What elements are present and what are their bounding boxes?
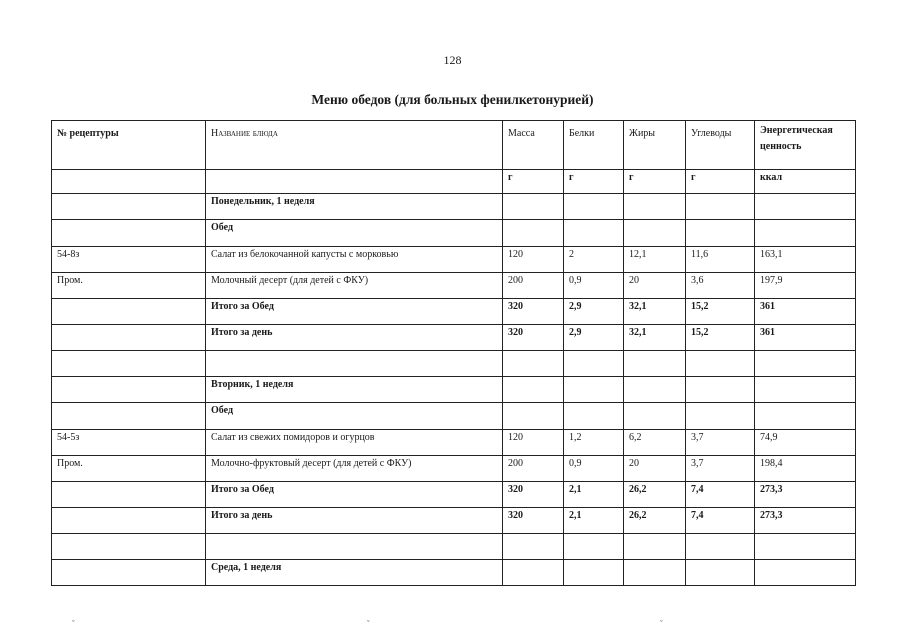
table-row: [52, 377, 856, 403]
table-cell: Молочно-фруктовый десерт (для детей с ФКУ): [206, 456, 503, 482]
table-cell: [686, 351, 755, 377]
table-cell: 200: [503, 456, 564, 482]
table-cell: 3,7: [686, 430, 755, 456]
table-cell: Итого за Обед: [206, 482, 503, 508]
table-row: [52, 325, 856, 351]
table-cell: [206, 351, 503, 377]
table-cell: [52, 351, 206, 377]
table-cell: [52, 534, 206, 560]
table-row: [52, 299, 856, 325]
table-cell: [755, 351, 856, 377]
table-cell: [206, 534, 503, 560]
table-cell: 273,3: [755, 482, 856, 508]
header-mass: Масса: [503, 121, 564, 170]
table-cell: [686, 403, 755, 430]
table-body: [52, 170, 856, 586]
table-cell: 15,2: [686, 325, 755, 351]
table-cell: [52, 403, 206, 430]
table-cell: [503, 377, 564, 403]
page-title: Меню обедов (для больных фенилкетонурией): [311, 92, 594, 107]
table-cell: [52, 560, 206, 586]
unit-cell: г: [503, 170, 564, 194]
table-row: [52, 456, 856, 482]
unit-cell: г: [686, 170, 755, 194]
table-cell: 15,2: [686, 299, 755, 325]
table-cell: [755, 220, 856, 247]
scan-marks: ˇ ˇ ˇ: [72, 619, 663, 628]
table-cell: Итого за Обед: [206, 299, 503, 325]
table-cell: [686, 534, 755, 560]
table-row: [52, 534, 856, 560]
table-row: [52, 273, 856, 299]
units-row: [52, 170, 856, 194]
table-cell: 2: [564, 247, 624, 273]
table-cell: [755, 560, 856, 586]
table-row: [52, 482, 856, 508]
table-cell: 32,1: [624, 299, 686, 325]
table-cell: [564, 377, 624, 403]
table-cell: 320: [503, 299, 564, 325]
table-row: [52, 430, 856, 456]
table-cell: 200: [503, 273, 564, 299]
table-cell: Молочный десерт (для детей с ФКУ): [206, 273, 503, 299]
table-cell: [624, 377, 686, 403]
table-cell: 12,1: [624, 247, 686, 273]
table-cell: [624, 560, 686, 586]
table-cell: [52, 377, 206, 403]
table-cell: 3,6: [686, 273, 755, 299]
table-cell: [52, 508, 206, 534]
header-row: [52, 121, 856, 170]
table-cell: 26,2: [624, 508, 686, 534]
table-cell: 3,7: [686, 456, 755, 482]
table-row: [52, 508, 856, 534]
table-cell: 197,9: [755, 273, 856, 299]
table-cell: 32,1: [624, 325, 686, 351]
table-cell: 74,9: [755, 430, 856, 456]
table-cell: 361: [755, 325, 856, 351]
table-cell: [686, 377, 755, 403]
header-carbs: Углеводы: [686, 121, 755, 170]
table-cell: [503, 403, 564, 430]
table-cell: 54-5з: [52, 430, 206, 456]
table-cell: 7,4: [686, 482, 755, 508]
table-row: [52, 220, 856, 247]
table-cell: [755, 403, 856, 430]
table-cell: Салат из белокочанной капусты с морковью: [206, 247, 503, 273]
table-cell: [564, 534, 624, 560]
table-cell: [52, 299, 206, 325]
table-cell: [755, 194, 856, 220]
table-cell: [503, 220, 564, 247]
table-cell: [624, 534, 686, 560]
table-cell: [624, 194, 686, 220]
table-row: [52, 351, 856, 377]
table-cell: 120: [503, 430, 564, 456]
table-cell: Понедельник, 1 неделя: [206, 194, 503, 220]
header-energy: Энергетическая ценность: [755, 121, 856, 170]
table-cell: 20: [624, 273, 686, 299]
menu-table: [51, 120, 856, 586]
table-cell: Обед: [206, 220, 503, 247]
header-fat: Жиры: [624, 121, 686, 170]
table-cell: [503, 351, 564, 377]
table-cell: 6,2: [624, 430, 686, 456]
header-dish-name: Название блюда: [206, 121, 503, 170]
unit-cell: г: [624, 170, 686, 194]
table-cell: 26,2: [624, 482, 686, 508]
table-cell: 54-8з: [52, 247, 206, 273]
table-cell: 361: [755, 299, 856, 325]
table-cell: Салат из свежих помидоров и огурцов: [206, 430, 503, 456]
unit-cell: [206, 170, 503, 194]
unit-cell: [52, 170, 206, 194]
table-cell: 320: [503, 325, 564, 351]
table-cell: Вторник, 1 неделя: [206, 377, 503, 403]
table-cell: 320: [503, 508, 564, 534]
table-cell: 120: [503, 247, 564, 273]
table-cell: [564, 351, 624, 377]
table-row: [52, 194, 856, 220]
table-cell: Итого за день: [206, 508, 503, 534]
table-cell: Обед: [206, 403, 503, 430]
table-cell: 0,9: [564, 273, 624, 299]
table-cell: Пром.: [52, 456, 206, 482]
header-recipe-number: № рецептуры: [52, 121, 206, 170]
table-cell: [624, 351, 686, 377]
table-cell: [52, 482, 206, 508]
table-cell: 163,1: [755, 247, 856, 273]
table-cell: 1,2: [564, 430, 624, 456]
table-cell: 7,4: [686, 508, 755, 534]
table-cell: [52, 325, 206, 351]
table-cell: 320: [503, 482, 564, 508]
table-cell: [755, 534, 856, 560]
table-cell: [503, 560, 564, 586]
table-cell: [564, 560, 624, 586]
page-number: 128: [443, 53, 462, 67]
table-cell: 273,3: [755, 508, 856, 534]
table-cell: [686, 220, 755, 247]
table-cell: 2,1: [564, 508, 624, 534]
table-cell: [564, 220, 624, 247]
table-cell: [686, 194, 755, 220]
table-cell: Итого за день: [206, 325, 503, 351]
table-cell: [564, 403, 624, 430]
unit-cell: ккал: [755, 170, 856, 194]
table-cell: [624, 220, 686, 247]
table-cell: [52, 194, 206, 220]
header-protein: Белки: [564, 121, 624, 170]
table-cell: [52, 220, 206, 247]
table-cell: 0,9: [564, 456, 624, 482]
table-cell: [503, 194, 564, 220]
table-cell: 20: [624, 456, 686, 482]
table-cell: [624, 403, 686, 430]
table-cell: 2,9: [564, 325, 624, 351]
table-cell: 11,6: [686, 247, 755, 273]
table-cell: [564, 194, 624, 220]
table-cell: 2,1: [564, 482, 624, 508]
table-row: [52, 247, 856, 273]
unit-cell: г: [564, 170, 624, 194]
table-cell: Среда, 1 неделя: [206, 560, 503, 586]
table-cell: Пром.: [52, 273, 206, 299]
table-cell: [686, 560, 755, 586]
table-cell: [503, 534, 564, 560]
table-row: [52, 403, 856, 430]
table-cell: 198,4: [755, 456, 856, 482]
table-cell: [755, 377, 856, 403]
table-row: [52, 560, 856, 586]
table-cell: 2,9: [564, 299, 624, 325]
